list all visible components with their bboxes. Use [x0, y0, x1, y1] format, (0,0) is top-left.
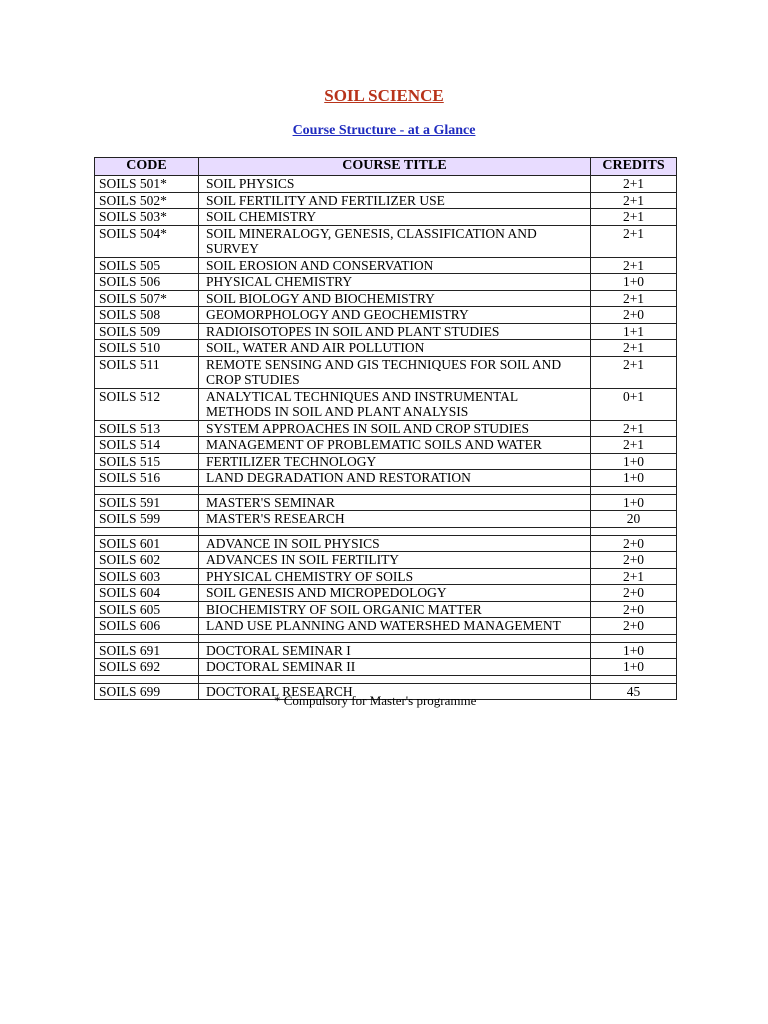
code-cell: SOILS 591	[95, 494, 199, 511]
credits-cell: 0+1	[591, 388, 677, 420]
course-table	[94, 157, 677, 700]
code-cell: SOILS 512	[95, 388, 199, 420]
course-title-cell: ANALYTICAL TECHNIQUES AND INSTRUMENTAL METHODS IN SOIL AND PLANT ANALYSIS	[199, 388, 591, 420]
credits-cell: 2+1	[591, 225, 677, 257]
separator-cell	[591, 527, 677, 535]
credits-cell: 1+0	[591, 642, 677, 659]
separator-cell	[95, 675, 199, 683]
credits-cell: 2+1	[591, 437, 677, 454]
credits-cell: 2+1	[591, 257, 677, 274]
separator-cell	[591, 486, 677, 494]
group-separator	[95, 527, 677, 535]
course-table-body	[95, 176, 677, 700]
table-row	[95, 437, 677, 454]
table-row	[95, 307, 677, 324]
table-row	[95, 388, 677, 420]
course-title-cell: SOIL PHYSICS	[199, 176, 591, 193]
credits-cell: 1+0	[591, 470, 677, 487]
course-title-cell: SOIL CHEMISTRY	[199, 209, 591, 226]
table-row	[95, 290, 677, 307]
header-row	[95, 158, 677, 176]
credits-cell: 2+0	[591, 601, 677, 618]
code-cell: SOILS 510	[95, 340, 199, 357]
table-row	[95, 209, 677, 226]
credits-cell: 20	[591, 511, 677, 528]
course-title-cell: DOCTORAL SEMINAR I	[199, 642, 591, 659]
code-cell: SOILS 508	[95, 307, 199, 324]
table-row	[95, 552, 677, 569]
footnote: * Compulsory for Master's programme	[274, 693, 477, 708]
code-cell: SOILS 515	[95, 453, 199, 470]
credits-cell: 2+1	[591, 192, 677, 209]
table-row	[95, 356, 677, 388]
course-title-cell: PHYSICAL CHEMISTRY OF SOILS	[199, 568, 591, 585]
course-title-cell: SOIL, WATER AND AIR POLLUTION	[199, 340, 591, 357]
credits-cell: 1+0	[591, 659, 677, 676]
credits-cell: 2+1	[591, 340, 677, 357]
course-title-cell: RADIOISOTOPES IN SOIL AND PLANT STUDIES	[199, 323, 591, 340]
group-separator	[95, 675, 677, 683]
table-row	[95, 340, 677, 357]
table-row	[95, 568, 677, 585]
credits-cell: 1+0	[591, 274, 677, 291]
credits-cell: 2+0	[591, 307, 677, 324]
table-row	[95, 511, 677, 528]
table-row	[95, 225, 677, 257]
code-cell: SOILS 506	[95, 274, 199, 291]
table-row	[95, 494, 677, 511]
separator-cell	[591, 675, 677, 683]
table-row	[95, 257, 677, 274]
table-row	[95, 176, 677, 193]
separator-cell	[95, 486, 199, 494]
table-row	[95, 535, 677, 552]
table-row	[95, 585, 677, 602]
table-row	[95, 618, 677, 635]
code-cell: SOILS 507*	[95, 290, 199, 307]
credits-cell: 2+0	[591, 585, 677, 602]
course-title-cell: MANAGEMENT OF PROBLEMATIC SOILS AND WATER	[199, 437, 591, 454]
separator-cell	[199, 486, 591, 494]
code-cell: SOILS 504*	[95, 225, 199, 257]
code-cell: SOILS 599	[95, 511, 199, 528]
course-title-cell: SOIL EROSION AND CONSERVATION	[199, 257, 591, 274]
table-row	[95, 323, 677, 340]
separator-cell	[199, 634, 591, 642]
course-title-cell: FERTILIZER TECHNOLOGY	[199, 453, 591, 470]
credits-cell: 2+1	[591, 290, 677, 307]
course-title-cell: MASTER'S SEMINAR	[199, 494, 591, 511]
course-title-cell: PHYSICAL CHEMISTRY	[199, 274, 591, 291]
course-title-cell: BIOCHEMISTRY OF SOIL ORGANIC MATTER	[199, 601, 591, 618]
code-cell: SOILS 604	[95, 585, 199, 602]
code-cell: SOILS 606	[95, 618, 199, 635]
credits-cell: 2+0	[591, 618, 677, 635]
code-cell: SOILS 601	[95, 535, 199, 552]
table-row	[95, 601, 677, 618]
course-title-cell: SOIL FERTILITY AND FERTILIZER USE	[199, 192, 591, 209]
code-cell: SOILS 602	[95, 552, 199, 569]
header-code: CODE	[95, 158, 199, 176]
course-table-header	[95, 158, 677, 176]
code-cell: SOILS 605	[95, 601, 199, 618]
code-cell: SOILS 503*	[95, 209, 199, 226]
credits-cell: 2+0	[591, 552, 677, 569]
table-row	[95, 420, 677, 437]
course-title-cell: REMOTE SENSING AND GIS TECHNIQUES FOR SOIL AND CROP STUDIES	[199, 356, 591, 388]
course-title-cell: SOIL BIOLOGY AND BIOCHEMISTRY	[199, 290, 591, 307]
separator-cell	[95, 527, 199, 535]
course-title-cell: LAND USE PLANNING AND WATERSHED MANAGEMENT	[199, 618, 591, 635]
code-cell: SOILS 516	[95, 470, 199, 487]
credits-cell: 2+1	[591, 356, 677, 388]
code-cell: SOILS 505	[95, 257, 199, 274]
credits-cell: 2+0	[591, 535, 677, 552]
code-cell: SOILS 513	[95, 420, 199, 437]
credits-cell: 45	[591, 683, 677, 700]
code-cell: SOILS 603	[95, 568, 199, 585]
course-title-cell: ADVANCES IN SOIL FERTILITY	[199, 552, 591, 569]
page-subtitle: Course Structure - at a Glance	[292, 123, 476, 138]
credits-cell: 2+1	[591, 420, 677, 437]
header-credits: CREDITS	[591, 158, 677, 176]
table-row	[95, 642, 677, 659]
code-cell: SOILS 509	[95, 323, 199, 340]
table-row	[95, 453, 677, 470]
table-row	[95, 470, 677, 487]
credits-cell: 2+1	[591, 209, 677, 226]
course-title-cell: DOCTORAL RESEARCH	[199, 683, 591, 700]
code-cell: SOILS 699	[95, 683, 199, 700]
course-title-cell: ADVANCE IN SOIL PHYSICS	[199, 535, 591, 552]
header-course-title: COURSE TITLE	[199, 158, 591, 176]
course-title-cell: SOIL MINERALOGY, GENESIS, CLASSIFICATION AND SURVEY	[199, 225, 591, 257]
course-title-cell: SYSTEM APPROACHES IN SOIL AND CROP STUDIES	[199, 420, 591, 437]
credits-cell: 1+0	[591, 453, 677, 470]
course-title-cell: MASTER'S RESEARCH	[199, 511, 591, 528]
separator-cell	[199, 527, 591, 535]
table-row	[95, 192, 677, 209]
table-row	[95, 274, 677, 291]
course-title-cell: LAND DEGRADATION AND RESTORATION	[199, 470, 591, 487]
course-title-cell: SOIL GENESIS AND MICROPEDOLOGY	[199, 585, 591, 602]
separator-cell	[95, 634, 199, 642]
group-separator	[95, 486, 677, 494]
code-cell: SOILS 501*	[95, 176, 199, 193]
table-row	[95, 659, 677, 676]
credits-cell: 1+1	[591, 323, 677, 340]
code-cell: SOILS 502*	[95, 192, 199, 209]
credits-cell: 2+1	[591, 176, 677, 193]
page-title: SOIL SCIENCE	[324, 86, 444, 105]
course-title-cell: GEOMORPHOLOGY AND GEOCHEMISTRY	[199, 307, 591, 324]
separator-cell	[591, 634, 677, 642]
course-title-cell: DOCTORAL SEMINAR II	[199, 659, 591, 676]
code-cell: SOILS 511	[95, 356, 199, 388]
group-separator	[95, 634, 677, 642]
credits-cell: 2+1	[591, 568, 677, 585]
separator-cell	[199, 675, 591, 683]
code-cell: SOILS 514	[95, 437, 199, 454]
code-cell: SOILS 692	[95, 659, 199, 676]
credits-cell: 1+0	[591, 494, 677, 511]
code-cell: SOILS 691	[95, 642, 199, 659]
